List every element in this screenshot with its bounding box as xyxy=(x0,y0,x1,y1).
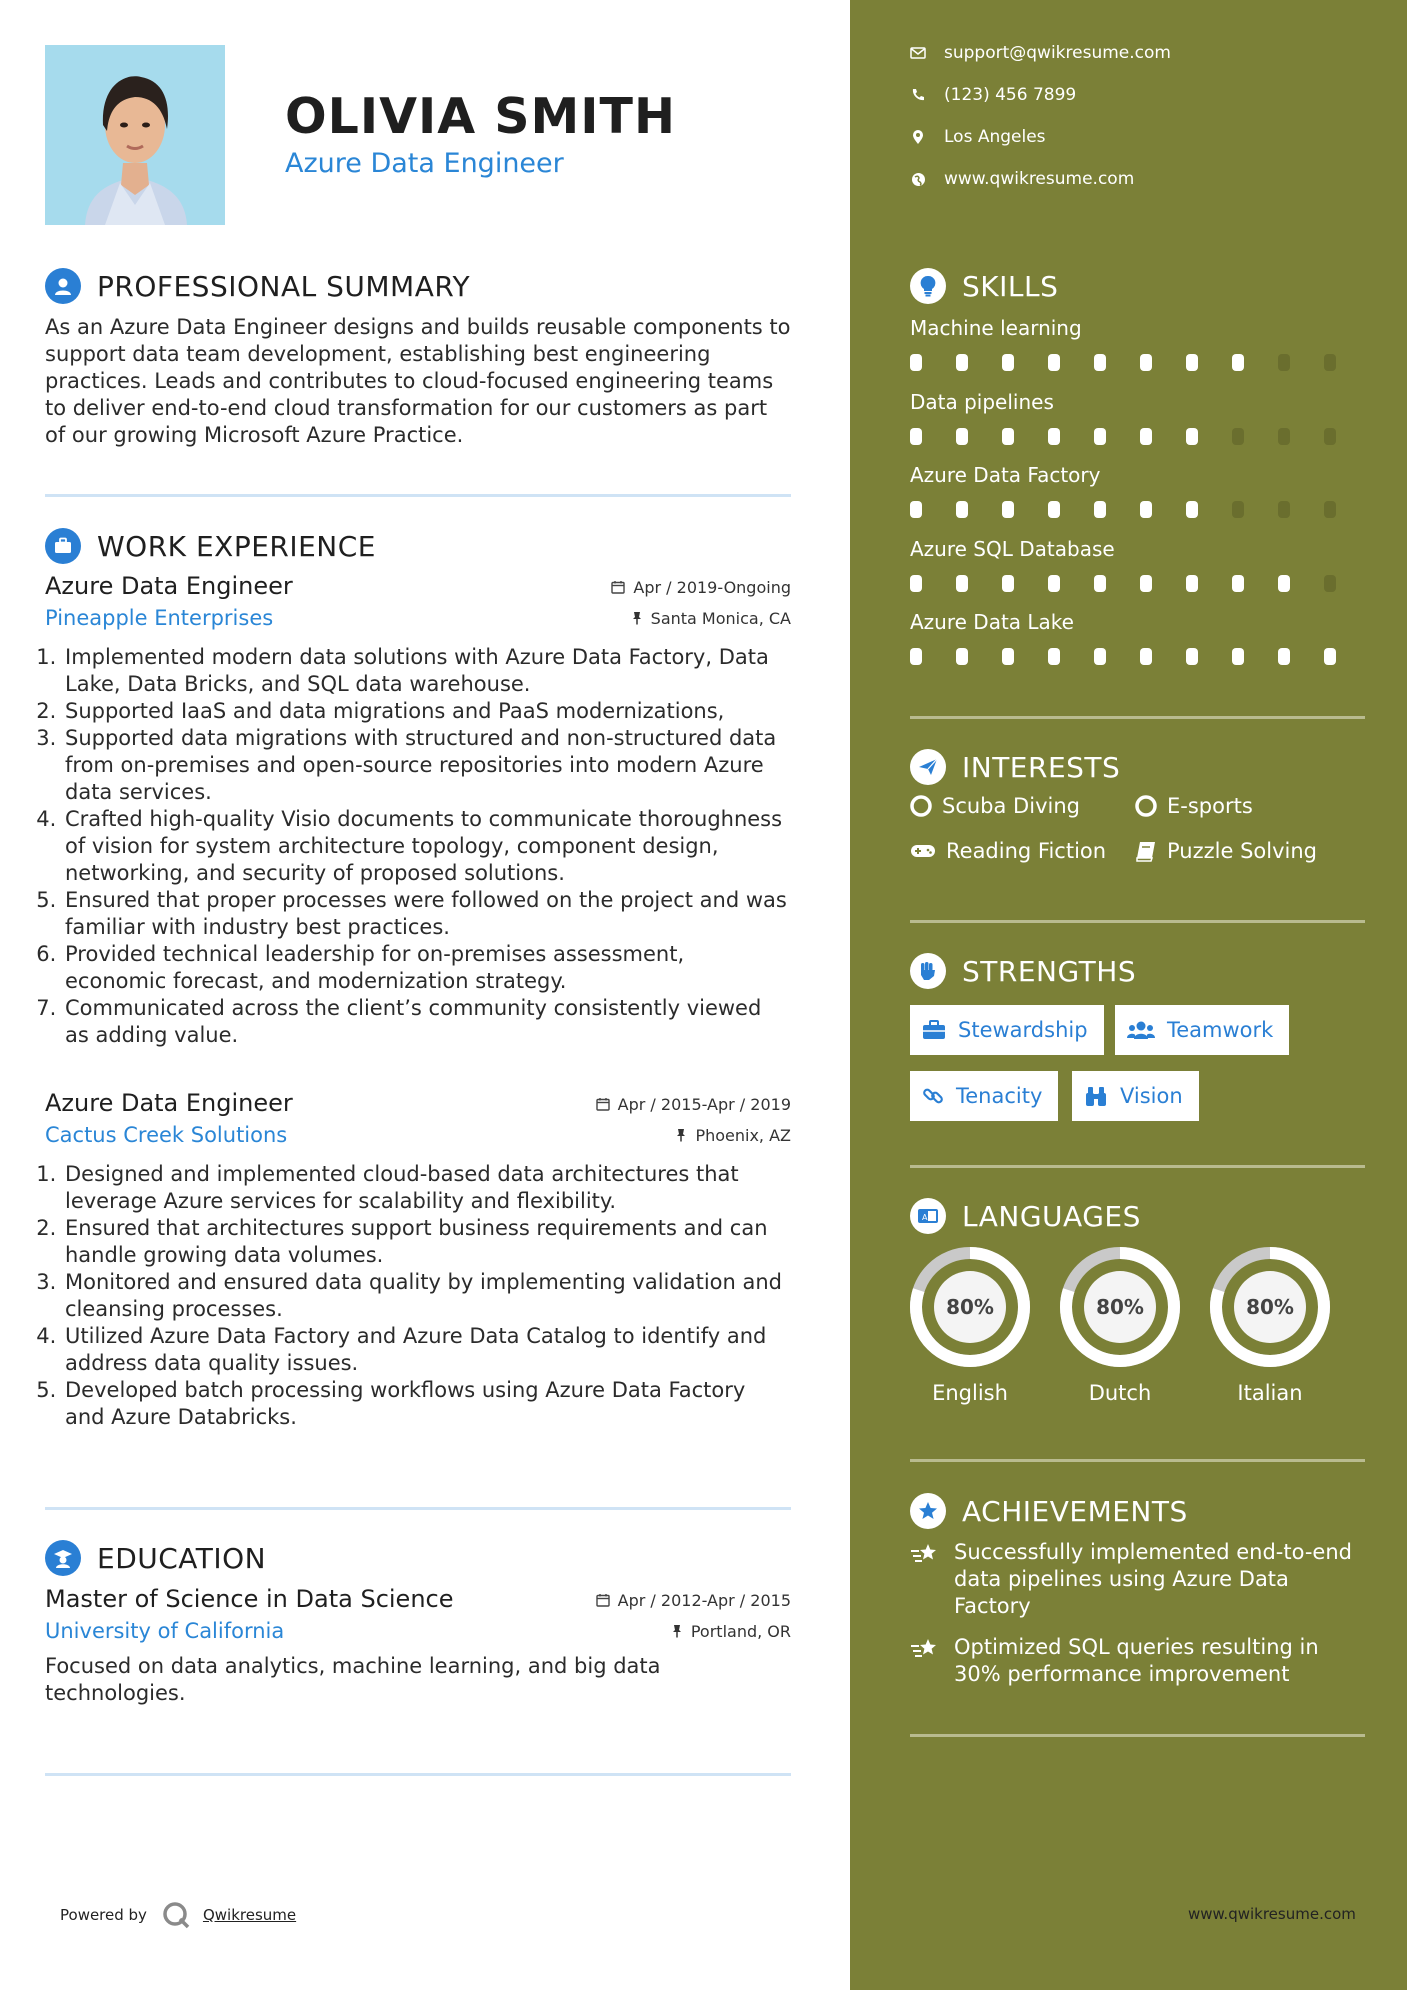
divider xyxy=(45,494,791,497)
education-entry xyxy=(45,1585,791,1707)
skill-dot xyxy=(1048,648,1060,665)
skill-dot xyxy=(910,501,922,518)
language-item xyxy=(1208,1245,1332,1405)
job-title: Azure Data Engineer xyxy=(45,1089,293,1117)
skill-dot xyxy=(1324,648,1336,665)
skills-heading: SKILLS xyxy=(962,269,1059,303)
binoculars-icon xyxy=(1084,1085,1108,1107)
skill-dot xyxy=(1186,501,1198,518)
footer-website[interactable]: www.qwikresume.com xyxy=(1188,1905,1356,1923)
skill-name: Machine learning xyxy=(910,316,1082,340)
skill-dot xyxy=(1324,354,1336,371)
job-location: Phoenix, AZ xyxy=(675,1126,791,1145)
skill-dot xyxy=(1094,648,1106,665)
education-dates: Apr / 2012-Apr / 2015 xyxy=(596,1591,791,1610)
strength-badge: Vision xyxy=(1072,1071,1199,1121)
skill-dot xyxy=(910,575,922,592)
skill-dot xyxy=(1140,428,1152,445)
list-item: 5. Developed batch processing workflows using Azure Data Factory and Azure Databricks. xyxy=(63,1377,791,1431)
skill-rating xyxy=(910,428,1370,445)
interests-section xyxy=(910,747,1365,787)
contact-email[interactable]: support@qwikresume.com xyxy=(910,43,1171,63)
education-text: Focused on data analytics, machine learning, and big data technologies. xyxy=(45,1654,661,1705)
skill-rating xyxy=(910,354,1370,371)
skill-dot xyxy=(1140,354,1152,371)
skill-dot xyxy=(1186,648,1198,665)
shooting-star-icon xyxy=(910,1636,940,1662)
skill-dot xyxy=(1232,354,1244,371)
language-icon xyxy=(910,1198,946,1234)
sidebar xyxy=(850,0,1407,1990)
calendar-icon xyxy=(596,1097,610,1111)
gamepad-icon xyxy=(910,842,936,860)
lightbulb-icon xyxy=(910,268,946,304)
achievements-heading: ACHIEVEMENTS xyxy=(962,1494,1188,1528)
skill-dot xyxy=(1232,501,1244,518)
list-item: 4. Utilized Azure Data Factory and Azure Data Catalog to identify and address data quality issues. xyxy=(63,1323,791,1377)
skill-dot xyxy=(1140,575,1152,592)
calendar-icon xyxy=(611,580,625,594)
skill-dot xyxy=(1002,501,1014,518)
skill-dot xyxy=(1002,354,1014,371)
skill-dot xyxy=(956,648,968,665)
list-item: 4. Crafted high-quality Visio documents to communicate thoroughness of vision for system architecture topology, component design, networking, and security of proposed solutions. xyxy=(63,806,791,887)
strength-badge: Tenacity xyxy=(910,1071,1058,1121)
achievements-section xyxy=(910,1491,1365,1531)
education-section xyxy=(45,1538,791,1578)
skill-dot xyxy=(1324,428,1336,445)
language-gauge xyxy=(908,1245,1032,1369)
summary-section xyxy=(45,266,791,449)
job-company: Pineapple Enterprises xyxy=(45,606,274,630)
skill-dot xyxy=(1232,575,1244,592)
skill-dot xyxy=(1232,648,1244,665)
divider xyxy=(910,920,1365,923)
briefcase-icon xyxy=(922,1020,946,1040)
skill-dot xyxy=(1094,501,1106,518)
duties-list xyxy=(45,1161,791,1431)
skill-dot xyxy=(910,354,922,371)
interest-item: Puzzle Solving xyxy=(1135,839,1317,863)
life-ring-icon xyxy=(910,795,932,817)
qwikresume-logo-icon xyxy=(161,1900,191,1930)
language-gauge xyxy=(1208,1245,1332,1369)
job-location: Santa Monica, CA xyxy=(631,609,791,628)
language-name: Dutch xyxy=(1088,1381,1152,1405)
skill-dot xyxy=(1002,428,1014,445)
skill-dot xyxy=(1140,501,1152,518)
skill-name: Azure Data Lake xyxy=(910,610,1074,634)
shooting-star-icon xyxy=(910,1541,940,1567)
phone-icon xyxy=(910,88,926,102)
fist-icon xyxy=(910,953,946,989)
achievement-item: Successfully implemented end-to-end data pipelines using Azure Data Factory xyxy=(910,1539,1365,1620)
list-item: 2. Supported IaaS and data migrations and PaaS modernizations, xyxy=(63,698,791,725)
user-icon xyxy=(45,268,81,304)
duties-list xyxy=(45,644,791,1049)
skill-name: Azure Data Factory xyxy=(910,463,1101,487)
divider xyxy=(910,716,1365,719)
education-location: Portland, OR xyxy=(671,1622,791,1641)
job-dates: Apr / 2015-Apr / 2019 xyxy=(596,1095,791,1114)
list-item: 6. Provided technical leadership for on-premises assessment, economic forecast, and modernization strategy. xyxy=(63,941,791,995)
languages-heading: LANGUAGES xyxy=(962,1199,1141,1233)
pushpin-icon xyxy=(675,1128,687,1142)
education-heading: EDUCATION xyxy=(97,1541,267,1575)
book-icon xyxy=(1135,840,1157,862)
skill-dot xyxy=(1278,354,1290,371)
skill-dot xyxy=(1048,354,1060,371)
skill-rating xyxy=(910,648,1370,665)
skill-row xyxy=(910,463,1370,518)
divider xyxy=(910,1459,1365,1462)
skill-dot xyxy=(1278,648,1290,665)
work-section xyxy=(45,526,791,566)
school-name: University of California xyxy=(45,1619,285,1643)
qwikresume-link[interactable]: Qwikresume xyxy=(202,1906,297,1924)
briefcase-icon xyxy=(45,528,81,564)
map-pin-icon xyxy=(910,129,926,145)
skill-dot xyxy=(956,354,968,371)
divider xyxy=(45,1507,791,1510)
job-dates: Apr / 2019-Ongoing xyxy=(611,578,791,597)
list-item: 3. Supported data migrations with structured and non-structured data from on-premises and open-source repositories into modern Azure data services. xyxy=(63,725,791,806)
skill-dot xyxy=(1324,575,1336,592)
strengths-heading: STRENGTHS xyxy=(962,954,1137,988)
skill-rating xyxy=(910,575,1370,592)
envelope-icon xyxy=(910,47,926,59)
language-percent: 80% xyxy=(946,1295,994,1319)
list-item: 5. Ensured that proper processes were followed on the project and was familiar with industry best practices. xyxy=(63,887,791,941)
skill-row xyxy=(910,316,1370,371)
skill-dot xyxy=(1278,428,1290,445)
graduate-icon xyxy=(45,1540,81,1576)
skill-dot xyxy=(1048,428,1060,445)
calendar-icon xyxy=(596,1593,610,1607)
language-item xyxy=(1058,1245,1182,1405)
pushpin-icon xyxy=(671,1624,683,1638)
skill-dot xyxy=(956,575,968,592)
paper-plane-icon xyxy=(910,749,946,785)
skill-dot xyxy=(1324,501,1336,518)
language-gauge xyxy=(1058,1245,1182,1369)
skill-name: Data pipelines xyxy=(910,389,1054,414)
divider xyxy=(910,1165,1365,1168)
interests-heading: INTERESTS xyxy=(962,750,1121,784)
skills-section xyxy=(910,266,1365,306)
skill-dot xyxy=(1094,354,1106,371)
list-item: 7. Communicated across the client’s community consistently viewed as adding value. xyxy=(63,995,791,1049)
skill-dot xyxy=(1140,648,1152,665)
job-title: Azure Data Engineer xyxy=(45,572,293,600)
job-entry xyxy=(45,572,791,1049)
powered-by: Powered by Qwikresume xyxy=(60,1900,296,1930)
candidate-name: OLIVIA SMITH xyxy=(285,88,676,145)
interest-item: E-sports xyxy=(1135,794,1253,818)
globe-icon xyxy=(910,172,926,187)
skill-dot xyxy=(956,501,968,518)
language-percent: 80% xyxy=(1096,1295,1144,1319)
life-ring-icon xyxy=(1135,795,1157,817)
pushpin-icon xyxy=(631,611,643,625)
skill-dot xyxy=(1002,575,1014,592)
summary-heading: PROFESSIONAL SUMMARY xyxy=(97,269,471,303)
skill-dot xyxy=(1094,575,1106,592)
job-entry xyxy=(45,1089,791,1431)
interest-item: Reading Fiction xyxy=(910,839,1106,863)
skill-row xyxy=(910,390,1370,445)
list-item: 1. Implemented modern data solutions with Azure Data Factory, Data Lake, Data Bricks, and SQL data warehouse. xyxy=(63,644,791,698)
language-percent: 80% xyxy=(1246,1295,1294,1319)
skill-row xyxy=(910,537,1370,592)
skill-name: Azure SQL Database xyxy=(910,536,1115,561)
achievement-item: Optimized SQL queries resulting in 30% performance improvement xyxy=(910,1634,1365,1688)
language-name: Italian xyxy=(1237,1381,1303,1405)
skill-dot xyxy=(1278,501,1290,518)
language-item xyxy=(908,1245,1032,1405)
star-icon xyxy=(910,1493,946,1529)
skill-dot xyxy=(956,428,968,445)
skill-dot xyxy=(1094,428,1106,445)
skill-dot xyxy=(1048,575,1060,592)
contact-website[interactable]: www.qwikresume.com xyxy=(910,169,1134,189)
contact-location: Los Angeles xyxy=(910,127,1046,147)
candidate-title: Azure Data Engineer xyxy=(285,148,564,179)
skill-rating xyxy=(910,501,1370,518)
skill-dot xyxy=(1186,428,1198,445)
degree-title: Master of Science in Data Science xyxy=(45,1585,454,1613)
skill-dot xyxy=(1232,428,1244,445)
contact-phone[interactable]: (123) 456 7899 xyxy=(910,85,1076,105)
skill-dot xyxy=(1278,575,1290,592)
link-icon xyxy=(922,1085,944,1107)
skill-dot xyxy=(1186,575,1198,592)
profile-photo xyxy=(45,45,225,225)
languages-section xyxy=(910,1196,1365,1236)
strength-badge: Stewardship xyxy=(910,1005,1104,1055)
skill-dot xyxy=(1048,501,1060,518)
list-item: 1. Designed and implemented cloud-based data architectures that leverage Azure services for scalability and flexibility. xyxy=(63,1161,791,1215)
skill-dot xyxy=(1002,648,1014,665)
summary-text: As an Azure Data Engineer designs and builds reusable components to support data team development, establishing best engineering practices. Leads and contributes to cloud-focused engineering teams to deliver end-to-end cloud transformation for our customers as part of our growing Microsoft Azure Practice. xyxy=(45,315,791,447)
list-item: 3. Monitored and ensured data quality by implementing validation and cleansing processes. xyxy=(63,1269,791,1323)
strength-badge: Teamwork xyxy=(1115,1005,1289,1055)
work-heading: WORK EXPERIENCE xyxy=(97,529,376,563)
interest-item: Scuba Diving xyxy=(910,794,1080,818)
skill-dot xyxy=(910,648,922,665)
list-item: 2. Ensured that architectures support business requirements and can handle growing data volumes. xyxy=(63,1215,791,1269)
strengths-section xyxy=(910,951,1365,991)
skill-dot xyxy=(1186,354,1198,371)
users-icon xyxy=(1127,1020,1155,1040)
job-company: Cactus Creek Solutions xyxy=(45,1123,288,1147)
skill-row xyxy=(910,610,1370,665)
divider xyxy=(910,1734,1365,1737)
divider xyxy=(45,1773,791,1776)
svg-text:A: A xyxy=(922,1213,928,1222)
skill-dot xyxy=(910,428,922,445)
language-name: English xyxy=(932,1381,1008,1405)
